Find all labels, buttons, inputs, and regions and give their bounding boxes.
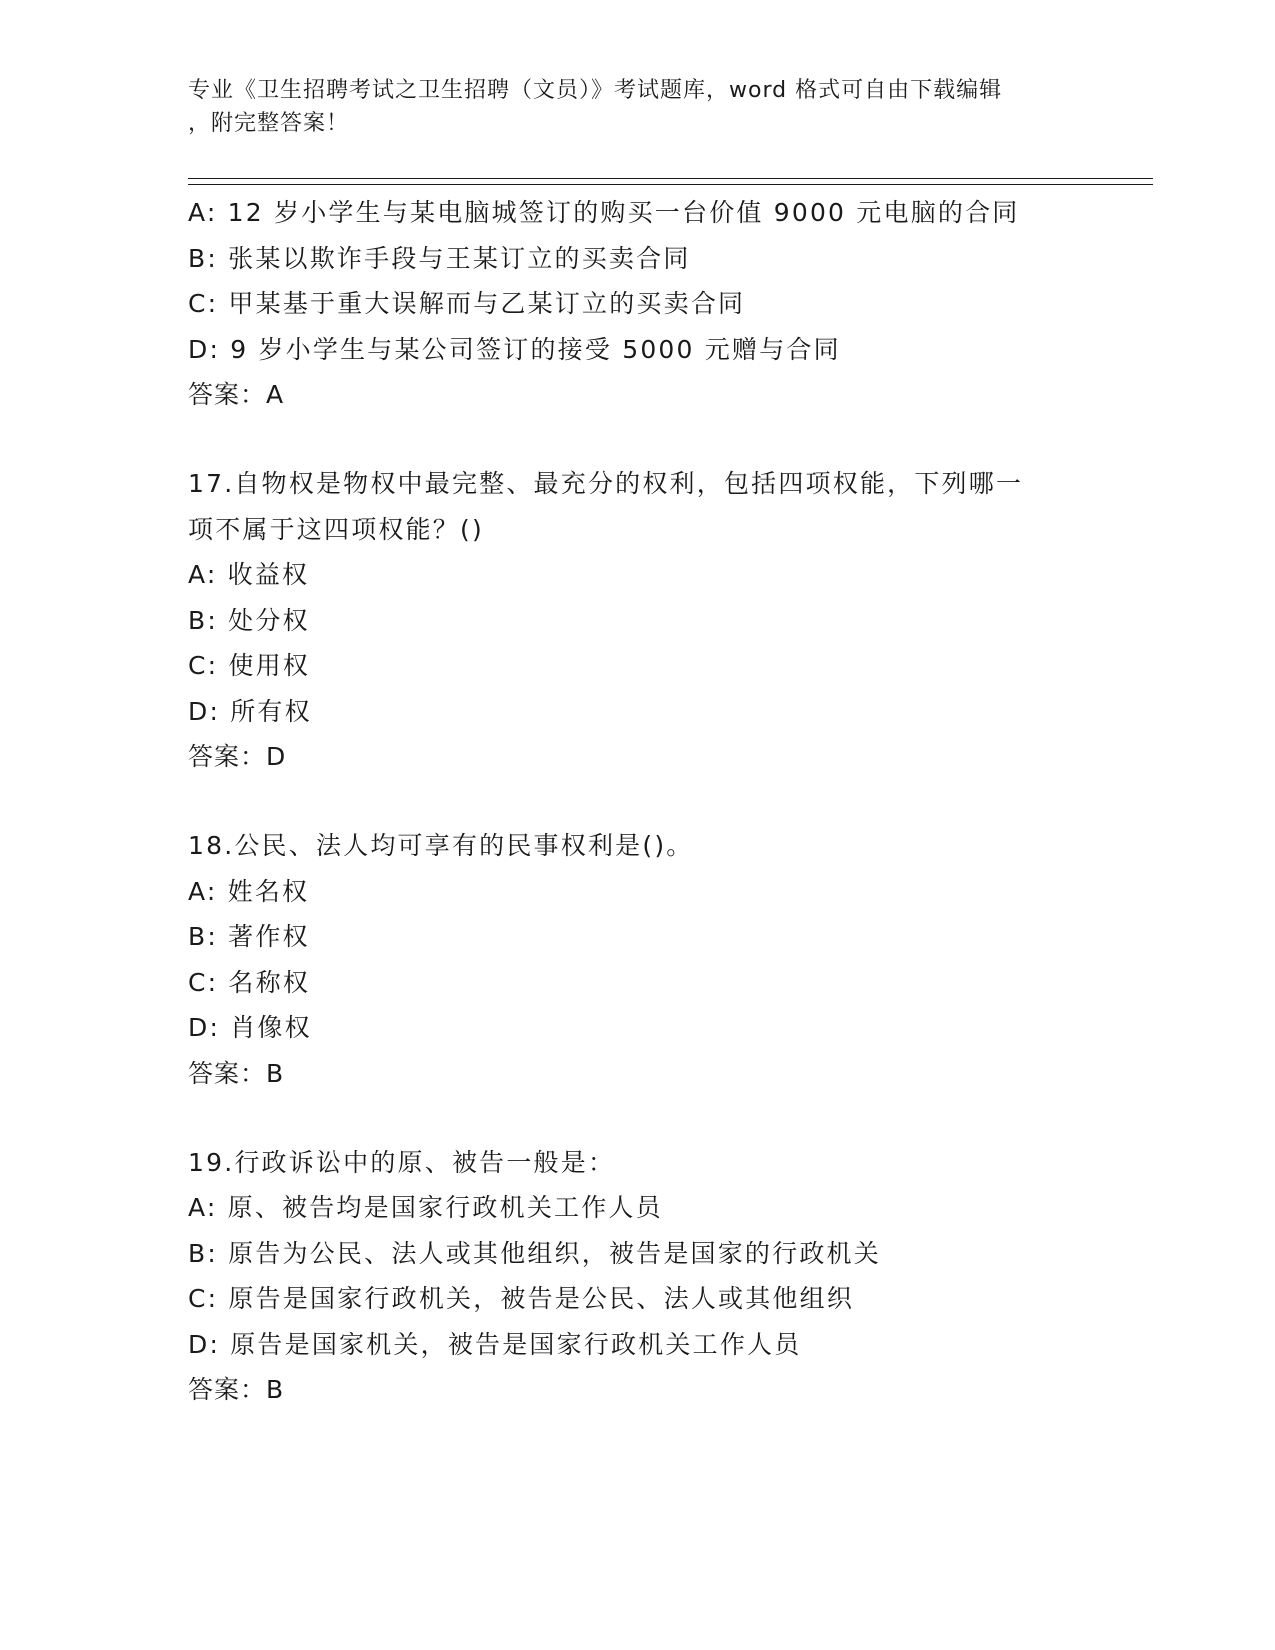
question-17 xyxy=(188,461,1153,780)
option-a: A: 收益权 xyxy=(188,560,310,589)
question-19 xyxy=(188,1140,1153,1413)
option-c: C: 原告是国家行政机关，被告是公民、法人或其他组织 xyxy=(188,1284,855,1313)
spacer xyxy=(188,418,1153,462)
option-d: D: 9 岁小学生与某公司签订的接受 5000 元赠与合同 xyxy=(188,334,841,364)
header-line-1: 专业《卫生招聘考试之卫生招聘（文员）》考试题库，word 格式可自由下载编辑 xyxy=(188,78,1003,103)
question-text-line-2: 项不属于这四项权能？() xyxy=(188,514,484,544)
answer: 答案：B xyxy=(188,1375,285,1404)
header-divider-bottom xyxy=(188,184,1153,185)
answer: 答案：A xyxy=(188,380,285,409)
question-list xyxy=(188,190,1153,1413)
option-d: D: 原告是国家机关，被告是国家行政机关工作人员 xyxy=(188,1329,802,1359)
option-d: D: 所有权 xyxy=(188,696,312,726)
option-c: C: 甲某基于重大误解而与乙某订立的买卖合同 xyxy=(188,289,746,318)
option-b: B: 处分权 xyxy=(188,605,310,635)
option-b: B: 著作权 xyxy=(188,922,310,951)
option-c: C: 使用权 xyxy=(188,651,311,680)
option-b: B: 张某以欺诈手段与王某订立的买卖合同 xyxy=(188,243,691,273)
question-text-line-1: 18.公民、法人均可享有的民事权利是()。 xyxy=(188,831,694,860)
answer: 答案：B xyxy=(188,1058,285,1088)
option-a: A: 姓名权 xyxy=(188,876,310,906)
answer: 答案：D xyxy=(188,742,287,771)
option-c: C: 名称权 xyxy=(188,967,311,997)
spacer xyxy=(188,780,1153,824)
question-text-line-1: 17.自物权是物权中最完整、最充分的权利，包括四项权能，下列哪一 xyxy=(188,469,1024,498)
option-a: A: 12 岁小学生与某电脑城签订的购买一台价值 9000 元电脑的合同 xyxy=(188,198,1020,227)
question-18 xyxy=(188,823,1153,1096)
option-b: B: 原告为公民、法人或其他组织，被告是国家的行政机关 xyxy=(188,1238,881,1268)
question-16 xyxy=(188,190,1153,418)
header-divider-top xyxy=(188,178,1153,179)
option-d: D: 肖像权 xyxy=(188,1013,312,1042)
document-header xyxy=(188,74,1088,140)
spacer xyxy=(188,1096,1153,1140)
question-text-line-1: 19.行政诉讼中的原、被告一般是： xyxy=(188,1147,616,1177)
option-a: A: 原、被告均是国家行政机关工作人员 xyxy=(188,1193,663,1222)
header-line-2: ，附完整答案！ xyxy=(188,111,350,136)
